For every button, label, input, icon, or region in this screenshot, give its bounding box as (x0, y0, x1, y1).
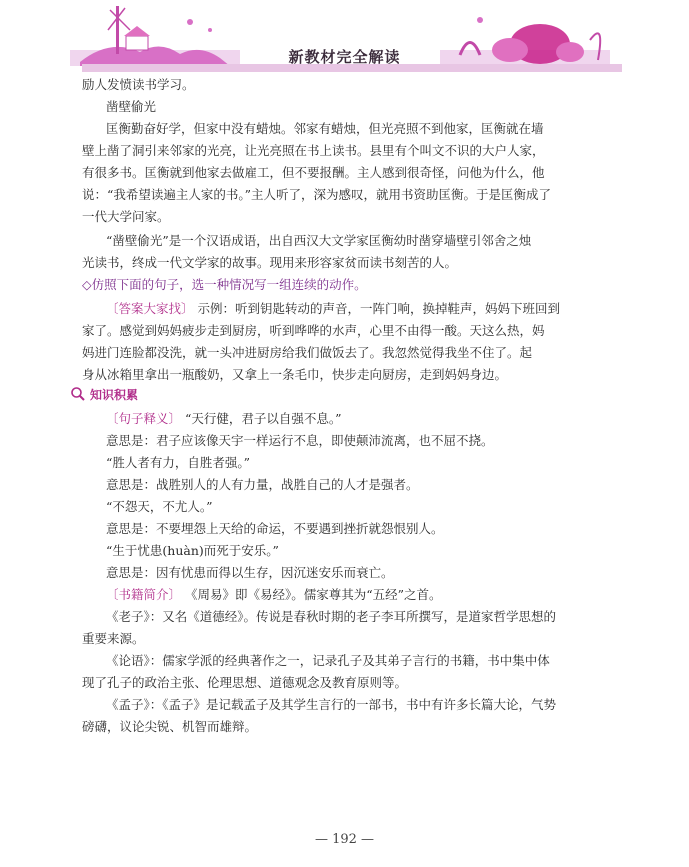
text-line: 一代大学问家。 (82, 209, 170, 224)
answer-line: 〔答案大家找〕 示例：听到钥匙转动的声音，一阵门响，换掉鞋声，妈妈下班回到 (106, 301, 560, 316)
knowledge-line: 意思是：因有忧患而得以生存，因沉迷安乐而衰亡。 (106, 565, 394, 580)
knowledge-line: “胜人者有力，自胜者强。” (106, 455, 251, 470)
knowledge-heading: 知识积累 (90, 388, 139, 402)
knowledge-line: 《论语》：儒家学派的经典著作之一，记录孔子及其弟子言行的书籍，书中集中体 (106, 653, 550, 668)
text-line: 说：“我希望读遍主人家的书。”主人听了，深为感叹，就用书资助匡衡。于是匡衡成了 (82, 187, 552, 202)
knowledge-line: 《老子》：又名《道德经》。传说是春秋时期的老子李耳所撰写，是道家哲学思想的 (106, 609, 557, 624)
subheading: 凿壁偷光 (106, 99, 157, 114)
text-line: 匡衡勤奋好学，但家中没有蜡烛。邻家有蜡烛，但光亮照不到他家，匡衡就在墙 (106, 121, 544, 136)
page-title: 新教材完全解读 (288, 48, 401, 66)
knowledge-line: “生于忧患(huàn)而死于安乐。” (106, 543, 279, 558)
section-tag: 〔答案大家找〕 (106, 301, 194, 316)
knowledge-line: 意思是：不要埋怨上天给的命运，不要遇到挫折就怨恨别人。 (106, 521, 444, 536)
magnifier-icon (70, 386, 86, 402)
text-line: 壁上凿了洞引来邻家的光亮，让光亮照在书上读书。县里有个叫文不识的大户人家， (82, 143, 545, 158)
text-line: “凿壁偷光”是一个汉语成语，出自西汉大文学家匡衡幼时凿穿墙壁引邻舍之烛 (106, 233, 532, 248)
knowledge-line: 〔句子释义〕 “天行健，君子以自强不息。” (106, 411, 342, 426)
knowledge-line: 意思是：君子应该像天宇一样运行不息，即使颠沛流离，也不屈不挠。 (106, 433, 494, 448)
section-tag: 〔书籍简介〕 (106, 587, 182, 602)
knowledge-line: 《孟子》：《孟子》是记载孟子及其学生言行的一部书，书中有许多长篇大论，气势 (106, 697, 557, 712)
text-line: 励人发愤读书学习。 (82, 77, 195, 92)
page-number: — 192 — (314, 832, 375, 847)
knowledge-line: 〔书籍简介〕 《周易》即《易经》。儒家尊其为“五经”之首。 (106, 587, 442, 602)
text-line: 有很多书。匡衡就到他家去做雇工，但不要报酬。主人感到很奇怪，问他为什么，他 (82, 165, 545, 180)
knowledge-line: 磅礴，议论尖锐、机智而雄辩。 (82, 719, 258, 734)
knowledge-line: “不怨天，不尤人。” (106, 499, 213, 514)
knowledge-line: 现了孔子的政治主张、伦理思想、道德观念及教育原则等。 (82, 675, 408, 690)
knowledge-line: 重要来源。 (82, 631, 145, 646)
section-tag: 〔句子释义〕 (106, 411, 182, 426)
answer-line: 家了。感觉到妈妈疲步走到厨房，听到哗哗的水声，心里不由得一酸。天这么热，妈 (82, 323, 545, 338)
knowledge-line: 意思是：战胜别人的人有力量，战胜自己的人才是强者。 (106, 477, 419, 492)
answer-line: 妈进门连脸都没洗，就一头冲进厨房给我们做饭去了。我忽然觉得我坐不住了。起 (82, 345, 533, 360)
page-header (0, 0, 689, 80)
question-line: ◇仿照下面的句子，选一种情况写一组连续的动作。 (82, 277, 367, 292)
text-line: 光读书，终成一代文学家的故事。现用来形容家贫而读书刻苦的人。 (82, 255, 458, 270)
answer-line: 身从冰箱里拿出一瓶酸奶，又拿上一条毛巾，快步走向厨房，走到妈妈身边。 (82, 367, 508, 382)
